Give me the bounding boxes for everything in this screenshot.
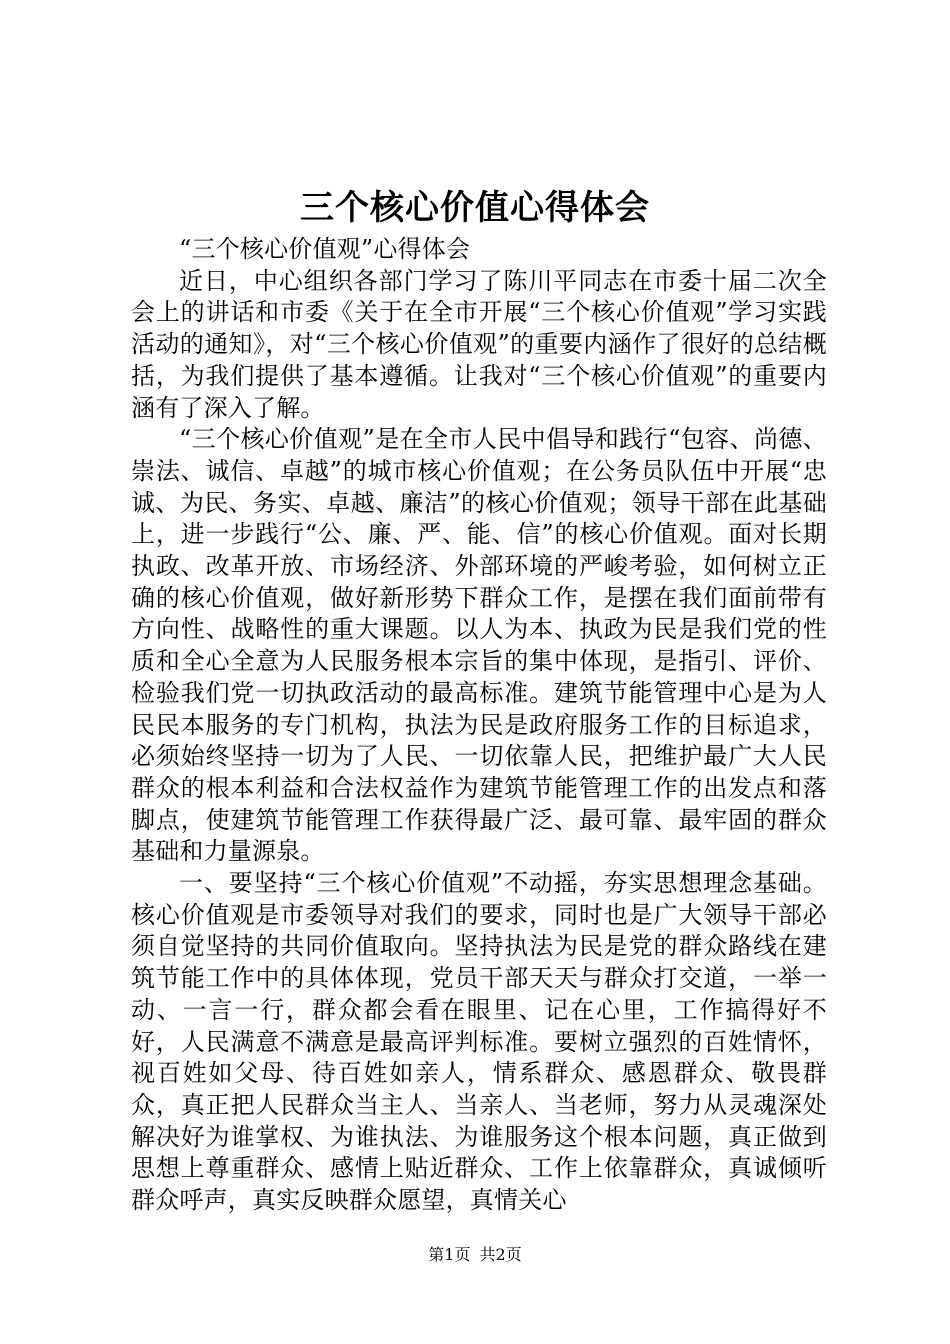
page-total: 共2页 xyxy=(479,1245,522,1264)
body-paragraph: “三个核心价值观”是在全市人民中倡导和践行“包容、尚德、崇法、诚信、卓越”的城市核心价值观；在公务员队伍中开展“忠诚、为民、务实、卓越、廉洁”的核心价值观；领导干部在此基础上，进一步践行“公、廉、严、能、信”的核心价值观。面对长期执政、改革开放、市场经济、外部环境的严峻考验，如何树立正确的核心价值观，做好新形势下群众工作，是摆在我们面前带有方向性、战略性的重大课题。以人为本、执政为民是我们党的性质和全心全意为人民服务根本宗旨的集中体现，是指引、评价、检验我们党一切执政活动的最高标准。建筑节能管理中心是为人民民本服务的专门机构，执法为民是政府服务工作的目标追求，必须始终坚持一切为了人民、一切依靠人民，把维护最广大人民群众的根本利益和合法权益作为建筑节能管理工作的出发点和落脚点，使建筑节能管理工作获得最广泛、最可靠、最牢固的群众基础和力量源泉。 xyxy=(131,425,827,866)
page-footer xyxy=(0,1244,950,1266)
page-number: 第1页 xyxy=(428,1245,471,1264)
body-paragraph: 一、要坚持“三个核心价值观”不动摇，夯实思想理念基础。核心价值观是市委领导对我们的要求，同时也是广大领导干部必须自觉坚持的共同价值取向。坚持执法为民是党的群众路线在建筑节能工作中的具体体现，党员干部天天与群众打交道，一举一动、一言一行，群众都会看在眼里、记在心里，工作搞得好不好，人民满意不满意是最高评判标准。要树立强烈的百姓情怀，视百姓如父母、待百姓如亲人，情系群众、感恩群众、敬畏群众，真正把人民群众当主人、当亲人、当老师，努力从灵魂深处解决好为谁掌权、为谁执法、为谁服务这个根本问题，真正做到思想上尊重群众、感情上贴近群众、工作上依靠群众，真诚倾听群众呼声，真实反映群众愿望，真情关心 xyxy=(131,869,827,1215)
subtitle-paragraph: “三个核心价值观”心得体会 xyxy=(179,235,471,263)
body-paragraph: 近日，中心组织各部门学习了陈川平同志在市委十届二次全会上的讲话和市委《关于在全市开展“三个核心价值观”学习实践活动的通知》，对“三个核心价值观”的重要内涵作了很好的总结概括，为我们提供了基本遵循。让我对“三个核心价值观”的重要内涵有了深入了解。 xyxy=(131,266,827,422)
document-title: 三个核心价值心得体会 xyxy=(300,188,650,228)
document-body xyxy=(131,234,827,1217)
